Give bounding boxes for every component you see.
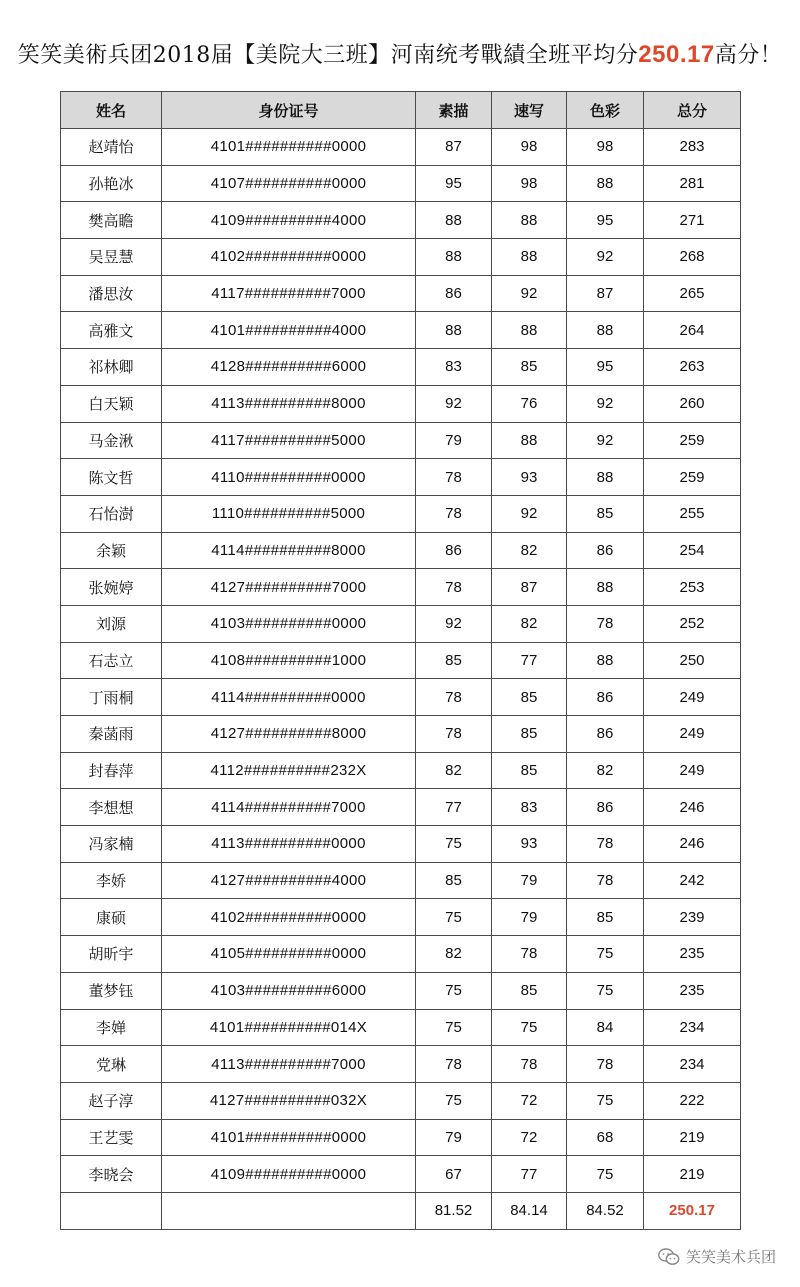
cell-sketch: 75 (416, 826, 492, 863)
cell-quick-sketch: 98 (492, 129, 567, 166)
title-prefix: 笑笑美術兵团2018届【美院大三班】河南统考戰績全班平均分 (17, 43, 639, 68)
cell-color: 86 (567, 789, 644, 826)
cell-sketch: 88 (416, 202, 492, 239)
page-title (0, 38, 800, 69)
cell-quick-sketch: 85 (492, 349, 567, 386)
table-row (61, 1156, 741, 1193)
cell-total: 246 (644, 789, 741, 826)
cell-id-number: 4103##########6000 (162, 972, 416, 1009)
cell-quick-sketch: 88 (492, 312, 567, 349)
cell-color: 86 (567, 532, 644, 569)
cell-quick-sketch: 88 (492, 239, 567, 276)
cell-color: 78 (567, 826, 644, 863)
table-row (61, 312, 741, 349)
cell-name: 余颖 (61, 532, 162, 569)
table-row (61, 1009, 741, 1046)
cell-sketch: 77 (416, 789, 492, 826)
cell-id-number: 4114##########7000 (162, 789, 416, 826)
cell-color: 75 (567, 972, 644, 1009)
cell-id-number: 4117##########5000 (162, 422, 416, 459)
table-row (61, 752, 741, 789)
table-row (61, 129, 741, 166)
cell-color: 86 (567, 716, 644, 753)
cell-sketch: 78 (416, 1046, 492, 1083)
cell-total: 265 (644, 275, 741, 312)
cell-id-number: 4113##########0000 (162, 826, 416, 863)
table-row (61, 532, 741, 569)
cell-id-number: 4127##########4000 (162, 862, 416, 899)
header-sketch: 素描 (416, 92, 492, 129)
header-quick-sketch: 速写 (492, 92, 567, 129)
average-cell-color: 84.52 (567, 1192, 644, 1229)
cell-sketch: 82 (416, 752, 492, 789)
cell-quick-sketch: 88 (492, 202, 567, 239)
cell-name: 赵子淳 (61, 1082, 162, 1119)
cell-sketch: 75 (416, 1009, 492, 1046)
cell-sketch: 79 (416, 1119, 492, 1156)
watermark (658, 1246, 776, 1267)
cell-color: 82 (567, 752, 644, 789)
cell-color: 75 (567, 1156, 644, 1193)
cell-sketch: 78 (416, 569, 492, 606)
cell-id-number: 4113##########7000 (162, 1046, 416, 1083)
cell-color: 88 (567, 312, 644, 349)
cell-name: 丁雨桐 (61, 679, 162, 716)
cell-total: 255 (644, 495, 741, 532)
cell-sketch: 79 (416, 422, 492, 459)
cell-total: 249 (644, 752, 741, 789)
cell-quick-sketch: 78 (492, 1046, 567, 1083)
cell-sketch: 86 (416, 532, 492, 569)
cell-color: 85 (567, 495, 644, 532)
watermark-text: 笑笑美术兵团 (685, 1249, 776, 1266)
cell-name: 冯家楠 (61, 826, 162, 863)
cell-id-number: 4102##########0000 (162, 239, 416, 276)
title-average-score: 250.17 (638, 41, 715, 68)
cell-quick-sketch: 92 (492, 275, 567, 312)
cell-total: 281 (644, 165, 741, 202)
cell-total: 219 (644, 1119, 741, 1156)
cell-id-number: 4101##########4000 (162, 312, 416, 349)
cell-id-number: 4105##########0000 (162, 936, 416, 973)
cell-id-number: 4128##########6000 (162, 349, 416, 386)
average-row (61, 1192, 741, 1229)
cell-color: 78 (567, 862, 644, 899)
cell-total: 259 (644, 459, 741, 496)
title-suffix: 高分！ (714, 43, 783, 68)
cell-name: 封春萍 (61, 752, 162, 789)
table-row (61, 1082, 741, 1119)
header-color: 色彩 (567, 92, 644, 129)
cell-id-number: 4114##########0000 (162, 679, 416, 716)
cell-quick-sketch: 77 (492, 642, 567, 679)
cell-quick-sketch: 98 (492, 165, 567, 202)
header-total: 总分 (644, 92, 741, 129)
cell-name: 党琳 (61, 1046, 162, 1083)
cell-quick-sketch: 79 (492, 899, 567, 936)
header-name: 姓名 (61, 92, 162, 129)
average-cell-total: 250.17 (644, 1192, 741, 1229)
average-cell-sketch: 81.52 (416, 1192, 492, 1229)
cell-sketch: 92 (416, 605, 492, 642)
cell-sketch: 92 (416, 385, 492, 422)
cell-color: 88 (567, 459, 644, 496)
table-row (61, 349, 741, 386)
table-row (61, 385, 741, 422)
cell-name: 刘源 (61, 605, 162, 642)
cell-name: 樊高瞻 (61, 202, 162, 239)
cell-id-number: 4109##########4000 (162, 202, 416, 239)
cell-total: 268 (644, 239, 741, 276)
cell-total: 235 (644, 936, 741, 973)
cell-sketch: 88 (416, 239, 492, 276)
cell-id-number: 4102##########0000 (162, 899, 416, 936)
cell-total: 252 (644, 605, 741, 642)
table-row (61, 459, 741, 496)
cell-color: 98 (567, 129, 644, 166)
cell-color: 75 (567, 936, 644, 973)
cell-sketch: 82 (416, 936, 492, 973)
cell-total: 283 (644, 129, 741, 166)
cell-quick-sketch: 92 (492, 495, 567, 532)
cell-total: 239 (644, 899, 741, 936)
cell-quick-sketch: 76 (492, 385, 567, 422)
cell-name: 孙艳冰 (61, 165, 162, 202)
cell-quick-sketch: 72 (492, 1082, 567, 1119)
cell-name: 高雅文 (61, 312, 162, 349)
cell-sketch: 95 (416, 165, 492, 202)
cell-quick-sketch: 88 (492, 422, 567, 459)
cell-name: 康硕 (61, 899, 162, 936)
wechat-icon (658, 1248, 680, 1266)
cell-id-number: 4101##########0000 (162, 1119, 416, 1156)
cell-color: 75 (567, 1082, 644, 1119)
cell-name: 胡昕宇 (61, 936, 162, 973)
cell-name: 石怡澍 (61, 495, 162, 532)
cell-color: 68 (567, 1119, 644, 1156)
cell-quick-sketch: 93 (492, 459, 567, 496)
cell-total: 254 (644, 532, 741, 569)
cell-name: 马金湫 (61, 422, 162, 459)
cell-quick-sketch: 82 (492, 532, 567, 569)
cell-id-number: 4109##########0000 (162, 1156, 416, 1193)
cell-name: 李想想 (61, 789, 162, 826)
cell-id-number: 4107##########0000 (162, 165, 416, 202)
cell-id-number: 4127##########032X (162, 1082, 416, 1119)
cell-sketch: 78 (416, 459, 492, 496)
table-row (61, 972, 741, 1009)
cell-total: 222 (644, 1082, 741, 1119)
cell-total: 234 (644, 1046, 741, 1083)
cell-name: 张婉婷 (61, 569, 162, 606)
cell-color: 95 (567, 202, 644, 239)
cell-total: 260 (644, 385, 741, 422)
cell-sketch: 78 (416, 495, 492, 532)
cell-sketch: 85 (416, 862, 492, 899)
cell-name: 陈文哲 (61, 459, 162, 496)
score-table (60, 91, 741, 1230)
cell-name: 李婵 (61, 1009, 162, 1046)
table-row (61, 826, 741, 863)
table-row (61, 422, 741, 459)
cell-total: 259 (644, 422, 741, 459)
cell-total: 235 (644, 972, 741, 1009)
cell-id-number: 4110##########0000 (162, 459, 416, 496)
table-row (61, 1046, 741, 1083)
table-row (61, 789, 741, 826)
cell-quick-sketch: 79 (492, 862, 567, 899)
table-row (61, 202, 741, 239)
cell-name: 董梦钰 (61, 972, 162, 1009)
cell-total: 271 (644, 202, 741, 239)
cell-color: 92 (567, 422, 644, 459)
cell-id-number: 4108##########1000 (162, 642, 416, 679)
cell-color: 78 (567, 605, 644, 642)
table-row (61, 1119, 741, 1156)
table-row (61, 862, 741, 899)
cell-color: 88 (567, 642, 644, 679)
cell-total: 219 (644, 1156, 741, 1193)
cell-total: 242 (644, 862, 741, 899)
cell-id-number: 4101##########0000 (162, 129, 416, 166)
cell-quick-sketch: 83 (492, 789, 567, 826)
table-row (61, 642, 741, 679)
cell-id-number: 4112##########232X (162, 752, 416, 789)
cell-name: 白天颖 (61, 385, 162, 422)
cell-color: 88 (567, 569, 644, 606)
cell-quick-sketch: 78 (492, 936, 567, 973)
cell-sketch: 75 (416, 1082, 492, 1119)
cell-sketch: 83 (416, 349, 492, 386)
cell-total: 250 (644, 642, 741, 679)
cell-id-number: 4113##########8000 (162, 385, 416, 422)
cell-id-number: 1110##########5000 (162, 495, 416, 532)
cell-id-number: 4103##########0000 (162, 605, 416, 642)
cell-name: 祁林卿 (61, 349, 162, 386)
cell-name: 李晓会 (61, 1156, 162, 1193)
cell-total: 234 (644, 1009, 741, 1046)
table-row (61, 275, 741, 312)
cell-name: 潘思汝 (61, 275, 162, 312)
cell-sketch: 75 (416, 899, 492, 936)
cell-color: 85 (567, 899, 644, 936)
average-cell-id (162, 1192, 416, 1229)
cell-total: 249 (644, 679, 741, 716)
cell-quick-sketch: 72 (492, 1119, 567, 1156)
cell-name: 王艺雯 (61, 1119, 162, 1156)
cell-quick-sketch: 85 (492, 752, 567, 789)
cell-quick-sketch: 85 (492, 972, 567, 1009)
table-row (61, 165, 741, 202)
cell-total: 253 (644, 569, 741, 606)
cell-quick-sketch: 77 (492, 1156, 567, 1193)
cell-id-number: 4101##########014X (162, 1009, 416, 1046)
cell-sketch: 67 (416, 1156, 492, 1193)
cell-color: 78 (567, 1046, 644, 1083)
cell-id-number: 4127##########7000 (162, 569, 416, 606)
cell-sketch: 88 (416, 312, 492, 349)
average-cell-name (61, 1192, 162, 1229)
table-row (61, 569, 741, 606)
cell-sketch: 86 (416, 275, 492, 312)
cell-name: 吴昱慧 (61, 239, 162, 276)
cell-color: 87 (567, 275, 644, 312)
cell-sketch: 85 (416, 642, 492, 679)
cell-quick-sketch: 85 (492, 679, 567, 716)
cell-color: 95 (567, 349, 644, 386)
cell-total: 249 (644, 716, 741, 753)
table-header-row (61, 92, 741, 129)
cell-quick-sketch: 85 (492, 716, 567, 753)
cell-quick-sketch: 82 (492, 605, 567, 642)
cell-sketch: 75 (416, 972, 492, 1009)
table-row (61, 605, 741, 642)
cell-name: 李娇 (61, 862, 162, 899)
table-row (61, 239, 741, 276)
cell-id-number: 4114##########8000 (162, 532, 416, 569)
average-cell-quick-sketch: 84.14 (492, 1192, 567, 1229)
cell-color: 92 (567, 385, 644, 422)
cell-sketch: 87 (416, 129, 492, 166)
cell-quick-sketch: 87 (492, 569, 567, 606)
cell-sketch: 78 (416, 716, 492, 753)
cell-color: 86 (567, 679, 644, 716)
header-id-number: 身份证号 (162, 92, 416, 129)
cell-quick-sketch: 75 (492, 1009, 567, 1046)
cell-total: 264 (644, 312, 741, 349)
cell-sketch: 78 (416, 679, 492, 716)
table-row (61, 899, 741, 936)
cell-color: 92 (567, 239, 644, 276)
table-row (61, 495, 741, 532)
table-row (61, 936, 741, 973)
cell-name: 石志立 (61, 642, 162, 679)
cell-id-number: 4127##########8000 (162, 716, 416, 753)
cell-color: 84 (567, 1009, 644, 1046)
cell-name: 赵靖怡 (61, 129, 162, 166)
table-row (61, 679, 741, 716)
cell-color: 88 (567, 165, 644, 202)
cell-quick-sketch: 93 (492, 826, 567, 863)
cell-total: 246 (644, 826, 741, 863)
table-row (61, 716, 741, 753)
cell-id-number: 4117##########7000 (162, 275, 416, 312)
table-body (61, 129, 741, 1193)
cell-name: 秦菡雨 (61, 716, 162, 753)
cell-total: 263 (644, 349, 741, 386)
